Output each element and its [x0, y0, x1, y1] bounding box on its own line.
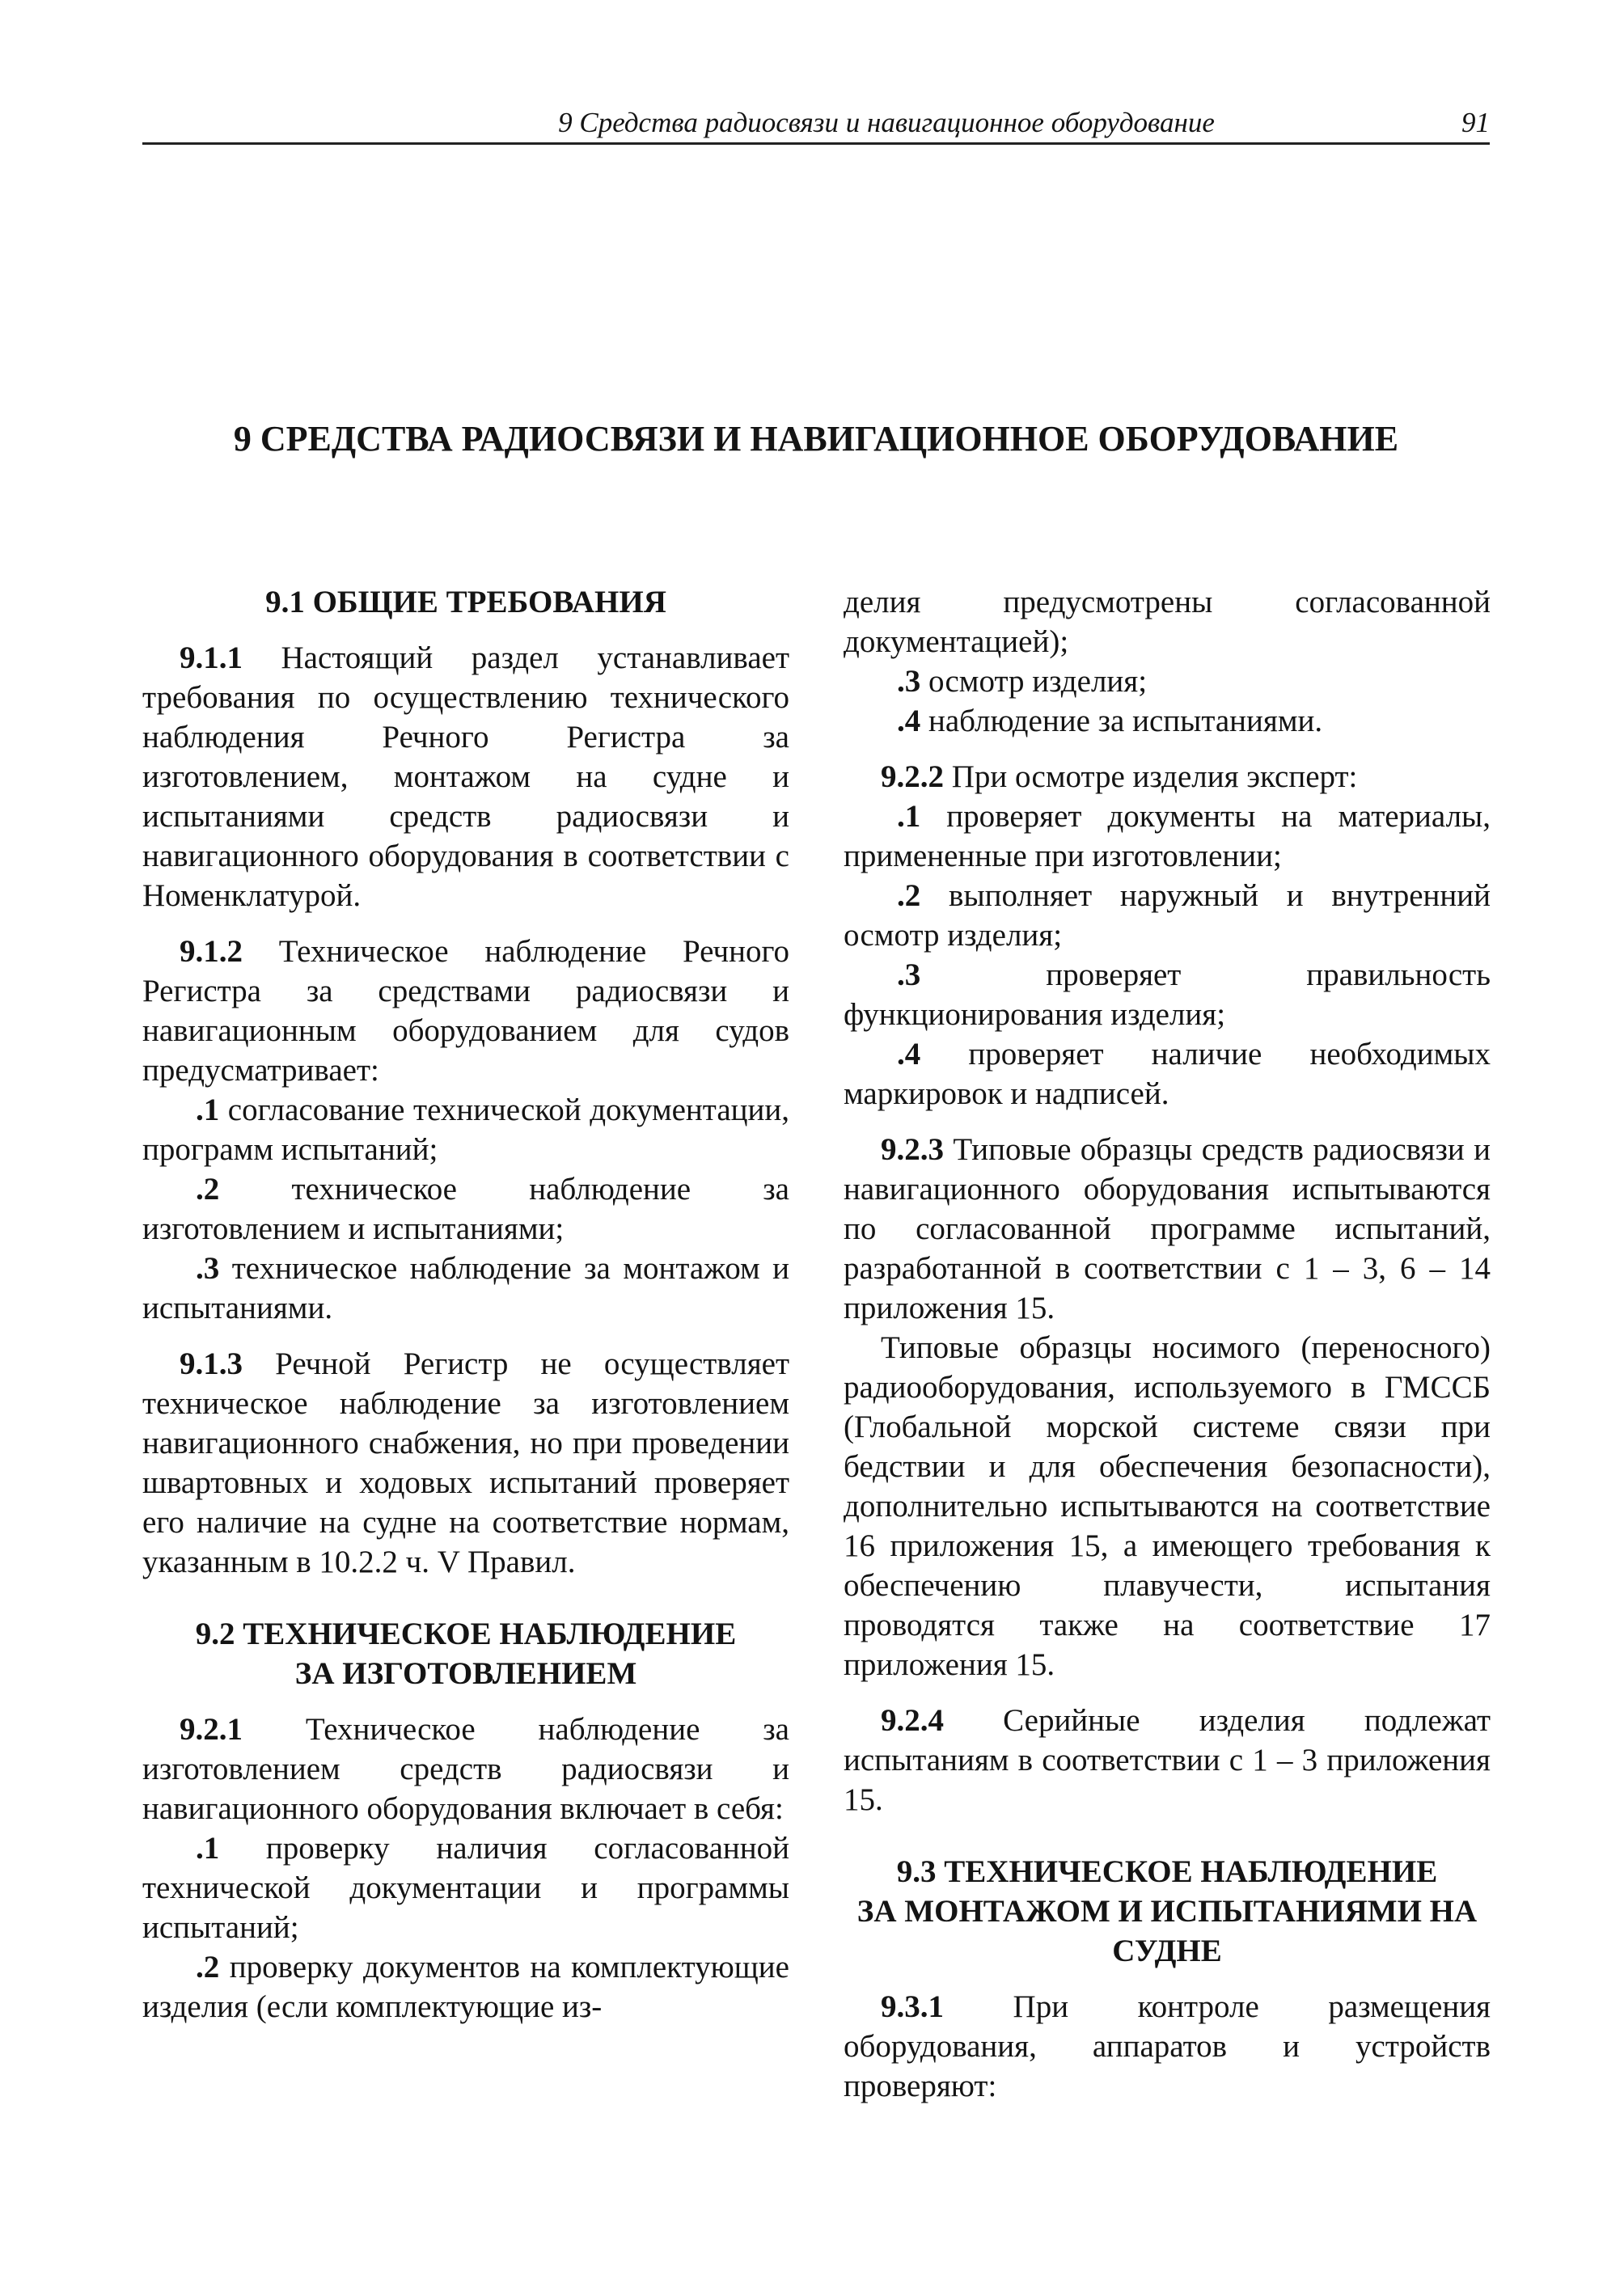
list-item: .2 выполняет наружный и внутренний осмотр изделия; [844, 878, 1491, 953]
left-column [142, 582, 789, 2027]
chapter-title: 9 СРЕДСТВА РАДИОСВЯЗИ И НАВИГАЦИОННОЕ ОБОРУДОВАНИЕ [233, 419, 1399, 459]
clause-number: 9.2.2 [881, 759, 944, 794]
clause-number: 9.1.2 [180, 934, 243, 969]
list-item: .3 проверяет правильность функционирования изделия; [844, 957, 1491, 1032]
paragraph-9-1-1: 9.1.1 Настоящий раздел устанавливает требования по осуществлению технического наблюдения Речного Регистра за изготовлением, монтажом на судне и испытаниями средств радиосвязи и навигационного оборудования в соответствии с Номенклатурой. [142, 640, 789, 913]
clause-number: 9.1.3 [180, 1346, 243, 1381]
paragraph-9-2-3-continued: Типовые образцы носимого (переносного) радиооборудования, используемого в ГМССБ (Глобальной морской системе связи при бедствии и для обеспечения безопасности), дополнительно испытываются на соответствие 16 приложения 15, а имеющего требования к обеспечению плавучести, испытания проводятся также на соответствие 17 приложения 15. [844, 1330, 1491, 1682]
clause-number: 9.2.1 [180, 1712, 243, 1747]
clause-number: 9.2.3 [881, 1132, 944, 1167]
continued-text: делия предусмотрены согласованной документацией); [844, 585, 1491, 659]
list-item: .4 наблюдение за испытаниями. [897, 704, 1323, 738]
list-item: .4 проверяет наличие необходимых маркировок и надписей. [844, 1037, 1491, 1111]
page-number: 91 [1461, 107, 1490, 138]
section-heading-9-2: 9.2 ТЕХНИЧЕСКОЕ НАБЛЮДЕНИЕ ЗА ИЗГОТОВЛЕНИЕМ [195, 1617, 737, 1691]
paragraph-9-3-1: 9.3.1 При контроле размещения оборудования, аппаратов и устройств проверяют: [844, 1989, 1491, 2103]
right-column [844, 582, 1491, 2106]
list-item: .3 осмотр изделия; [897, 664, 1148, 699]
paragraph-9-1-2: 9.1.2 Техническое наблюдение Речного Регистра за средствами радиосвязи и навигационным оборудованием для судов предусматривает: [142, 934, 789, 1088]
section-heading-9-3: 9.3 ТЕХНИЧЕСКОЕ НАБЛЮДЕНИЕ ЗА МОНТАЖОМ И ИСПЫТАНИЯМИ НА СУДНЕ [856, 1854, 1478, 1968]
paragraph-9-2-4: 9.2.4 Серийные изделия подлежат испытаниям в соответствии с 1 – 3 приложения 15. [844, 1703, 1491, 1817]
list-item: .2 техническое наблюдение за изготовлением и испытаниями; [142, 1172, 789, 1246]
paragraph-9-2-1: 9.2.1 Техническое наблюдение за изготовлением средств радиосвязи и навигационного оборудования включает в себя: [142, 1712, 789, 1826]
clause-number: 9.1.1 [180, 640, 243, 675]
paragraph-9-2-3: 9.2.3 Типовые образцы средств радиосвязи и навигационного оборудования испытываются по согласованной программе испытаний, разработанной в соответствии с 1 – 3, 6 – 14 приложения 15. [844, 1132, 1491, 1325]
section-heading-9-1: 9.1 ОБЩИЕ ТРЕБОВАНИЯ [265, 585, 666, 619]
running-header [142, 107, 1490, 145]
paragraph-9-2-2: 9.2.2 При осмотре изделия эксперт: [881, 759, 1358, 794]
running-title: 9 Средства радиосвязи и навигационное оборудование [558, 107, 1215, 138]
paragraph-9-1-3: 9.1.3 Речной Регистр не осуществляет техническое наблюдение за изготовлением навигационного снабжения, но при проведении швартовных и ходовых испытаний проверяет его наличие на судне на соответствие нормам, указанным в 10.2.2 ч. V Правил. [142, 1346, 789, 1579]
list-item: .1 проверку наличия согласованной технической документации и программы испытаний; [142, 1831, 789, 1945]
list-item: .1 согласование технической документации, программ испытаний; [142, 1093, 789, 1167]
list-item: .3 техническое наблюдение за монтажом и испытаниями. [142, 1251, 789, 1325]
clause-number: 9.3.1 [881, 1989, 944, 2024]
list-item: .2 проверку документов на комплектующие изделия (если комплектующие из- [142, 1950, 789, 2024]
list-item: .1 проверяет документы на материалы, примененные при изготовлении; [844, 799, 1491, 873]
clause-number: 9.2.4 [881, 1703, 944, 1738]
